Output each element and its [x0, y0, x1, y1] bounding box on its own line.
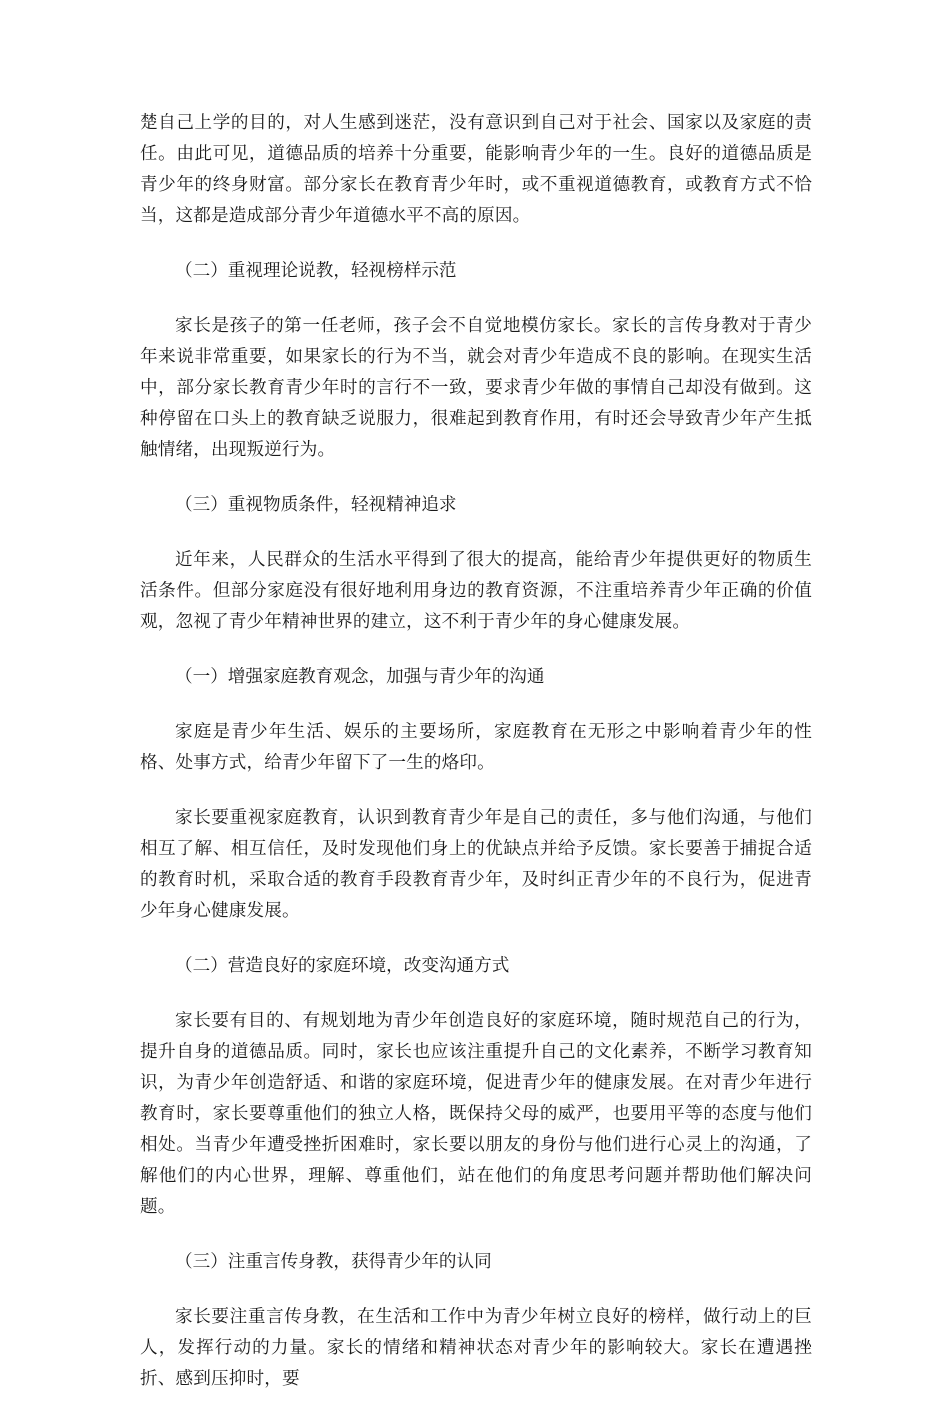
paragraph-lead-by-example: 家长要注重言传身教，在生活和工作中为青少年树立良好的榜样，做行动上的巨人，发挥行动的力量。家长的情绪和精神状态对青少年的影响较大。家长在遭遇挫折、感到压抑时，要 — [140, 1307, 812, 1389]
section-heading-2-3: （三）重视物质条件，轻视精神追求 — [175, 495, 457, 515]
section-heading-2-2: （二）重视理论说教，轻视榜样示范 — [175, 261, 457, 281]
paragraph-family-place: 家庭是青少年生活、娱乐的主要场所，家庭教育在无形之中影响着青少年的性格、处事方式，给青少年留下了一生的烙印。 — [140, 722, 812, 773]
section-heading-3-3: （三）注重言传身教，获得青少年的认同 — [175, 1252, 492, 1272]
paragraph-continuation: 楚自己上学的目的，对人生感到迷茫，没有意识到自己对于社会、国家以及家庭的责任。由此可见，道德品质的培养十分重要，能影响青少年的一生。良好的道德品质是青少年的终身财富。部分家长在教育青少年时，或不重视道德教育，或教育方式不恰当，这都是造成部分青少年道德水平不高的原因。 — [140, 113, 812, 226]
paragraph-family-education: 家长要重视家庭教育，认识到教育青少年是自己的责任，多与他们沟通，与他们相互了解、相互信任，及时发现他们身上的优缺点并给予反馈。家长要善于捕捉合适的教育时机，采取合适的教育手段教育青少年，及时纠正青少年的不良行为，促进青少年身心健康发展。 — [140, 808, 812, 921]
paragraph-role-model: 家长是孩子的第一任老师，孩子会不自觉地模仿家长。家长的言传身教对于青少年来说非常重要，如果家长的行为不当，就会对青少年造成不良的影响。在现实生活中，部分家长教育青少年时的言行不一致，要求青少年做的事情自己却没有做到。这种停留在口头上的教育缺乏说服力，很难起到教育作用，有时还会导致青少年产生抵触情绪，出现叛逆行为。 — [140, 316, 812, 460]
section-heading-3-2: （二）营造良好的家庭环境，改变沟通方式 — [175, 956, 510, 976]
paragraph-material-vs-spiritual: 近年来，人民群众的生活水平得到了很大的提高，能给青少年提供更好的物质生活条件。但部分家庭没有很好地利用身边的教育资源，不注重培养青少年正确的价值观，忽视了青少年精神世界的建立，这不利于青少年的身心健康发展。 — [140, 550, 812, 632]
document-page — [140, 108, 812, 1419]
paragraph-family-environment: 家长要有目的、有规划地为青少年创造良好的家庭环境，随时规范自己的行为，提升自身的道德品质。同时，家长也应该注重提升自己的文化素养，不断学习教育知识，为青少年创造舒适、和谐的家庭环境，促进青少年的健康发展。在对青少年进行教育时，家长要尊重他们的独立人格，既保持父母的威严，也要用平等的态度与他们相处。当青少年遭受挫折困难时，家长要以朋友的身份与他们进行心灵上的沟通，了解他们的内心世界，理解、尊重他们，站在他们的角度思考问题并帮助他们解决问题。 — [140, 1011, 812, 1217]
section-heading-3-1: （一）增强家庭教育观念，加强与青少年的沟通 — [175, 667, 545, 687]
